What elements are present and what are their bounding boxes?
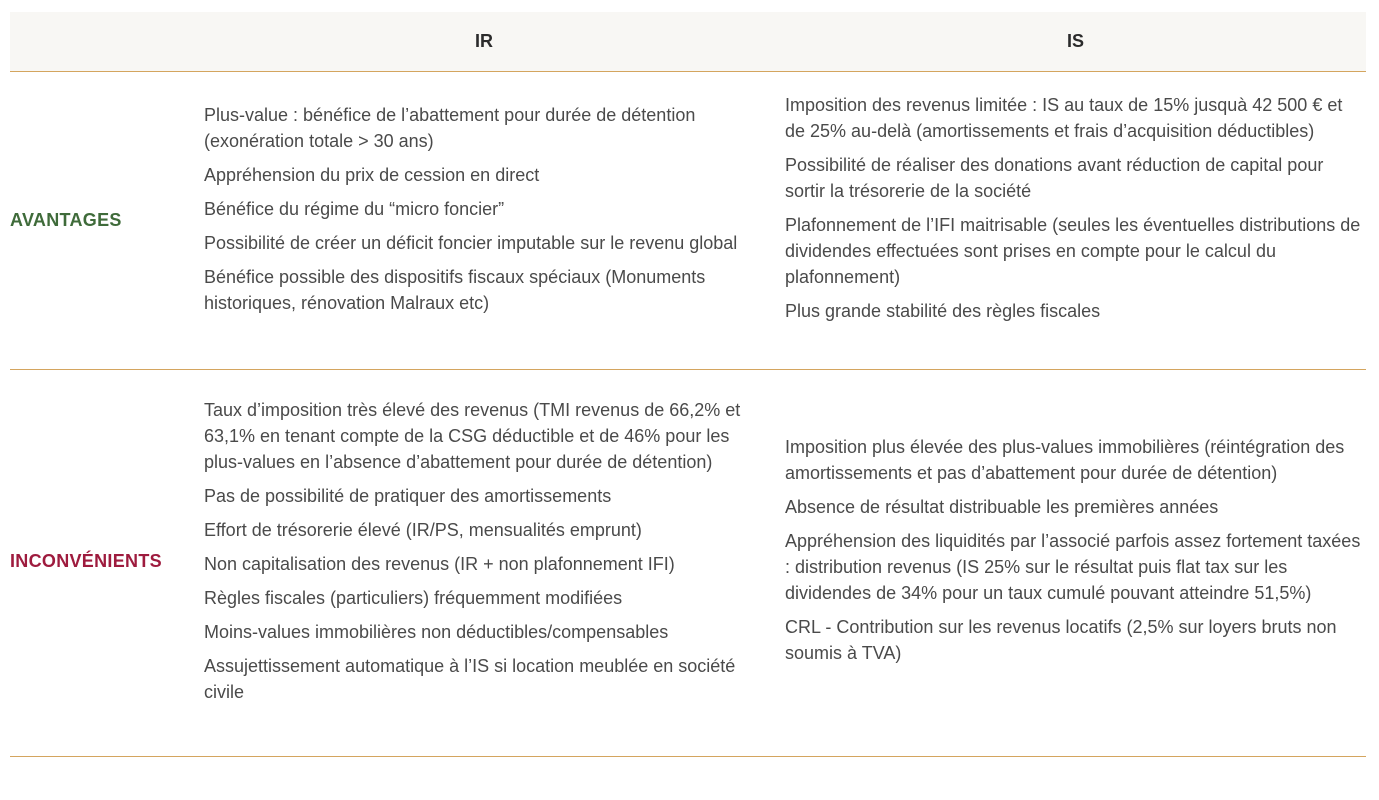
list-item: Moins-values immobilières non déductibles/compensables — [204, 622, 669, 642]
column-header-is: IS — [1066, 31, 1084, 51]
avantages-ir-list — [204, 102, 760, 324]
comparison-table — [10, 12, 1366, 757]
list-item: Appréhension du prix de cession en direct — [204, 165, 540, 185]
avantages-is-list — [785, 92, 1366, 332]
table-header — [10, 12, 1366, 72]
list-item: Absence de résultat distribuable les premières années — [785, 497, 1219, 517]
list-item: Effort de trésorerie élevé (IR/PS, mensualités emprunt) — [204, 520, 642, 540]
list-item: Plus-value : bénéfice de l’abattement pour durée de détention (exonération totale > 30 ans) — [204, 105, 696, 151]
list-item: Possibilité de créer un déficit foncier imputable sur le revenu global — [204, 233, 738, 253]
list-item: CRL - Contribution sur les revenus locatifs (2,5% sur loyers bruts non soumis à TVA) — [785, 617, 1337, 663]
row-label-inconvenients: INCONVÉNIENTS — [10, 551, 162, 571]
list-item: Pas de possibilité de pratiquer des amortissements — [204, 486, 612, 506]
list-item: Possibilité de réaliser des donations avant réduction de capital pour sortir la trésorerie de la société — [785, 155, 1324, 201]
row-label-avantages: AVANTAGES — [10, 210, 122, 230]
list-item: Plafonnement de l’IFI maitrisable (seules les éventuelles distributions de dividendes effectuées sont prises en compte pour le calcul du plafonnement) — [785, 215, 1361, 287]
inconvenients-ir-list — [204, 397, 760, 713]
list-item: Appréhension des liquidités par l’associé parfois assez fortement taxées : distribution revenus (IS 25% sur le résultat puis flat tax sur les dividendes de 34% pour un taux cumulé pouvant atteindre 51,5%) — [785, 531, 1361, 603]
list-item: Plus grande stabilité des règles fiscales — [785, 301, 1101, 321]
list-item: Non capitalisation des revenus (IR + non plafonnement IFI) — [204, 554, 675, 574]
list-item: Imposition des revenus limitée : IS au taux de 15% jusquà 42 500 € et de 25% au-delà (amortissements et frais d’acquisition déductibles) — [785, 95, 1343, 141]
inconvenients-is-list — [785, 434, 1366, 674]
list-item: Imposition plus élevée des plus-values immobilières (réintégration des amortissements et pas d’abattement pour durée de détention) — [785, 437, 1345, 483]
list-item: Taux d’imposition très élevé des revenus (TMI revenus de 66,2% et 63,1% en tenant compte de la CSG déductible et de 46% pour les plus-values en l’absence d’abattement pour durée de détention) — [204, 400, 741, 472]
row-inconvenients — [10, 370, 1366, 757]
list-item: Assujettissement automatique à l’IS si location meublée en société civile — [204, 656, 736, 702]
row-avantages — [10, 72, 1366, 370]
column-header-ir: IR — [475, 31, 493, 51]
list-item: Bénéfice possible des dispositifs fiscaux spéciaux (Monuments historiques, rénovation Malraux etc) — [204, 267, 706, 313]
list-item: Règles fiscales (particuliers) fréquemment modifiées — [204, 588, 623, 608]
list-item: Bénéfice du régime du “micro foncier” — [204, 199, 505, 219]
